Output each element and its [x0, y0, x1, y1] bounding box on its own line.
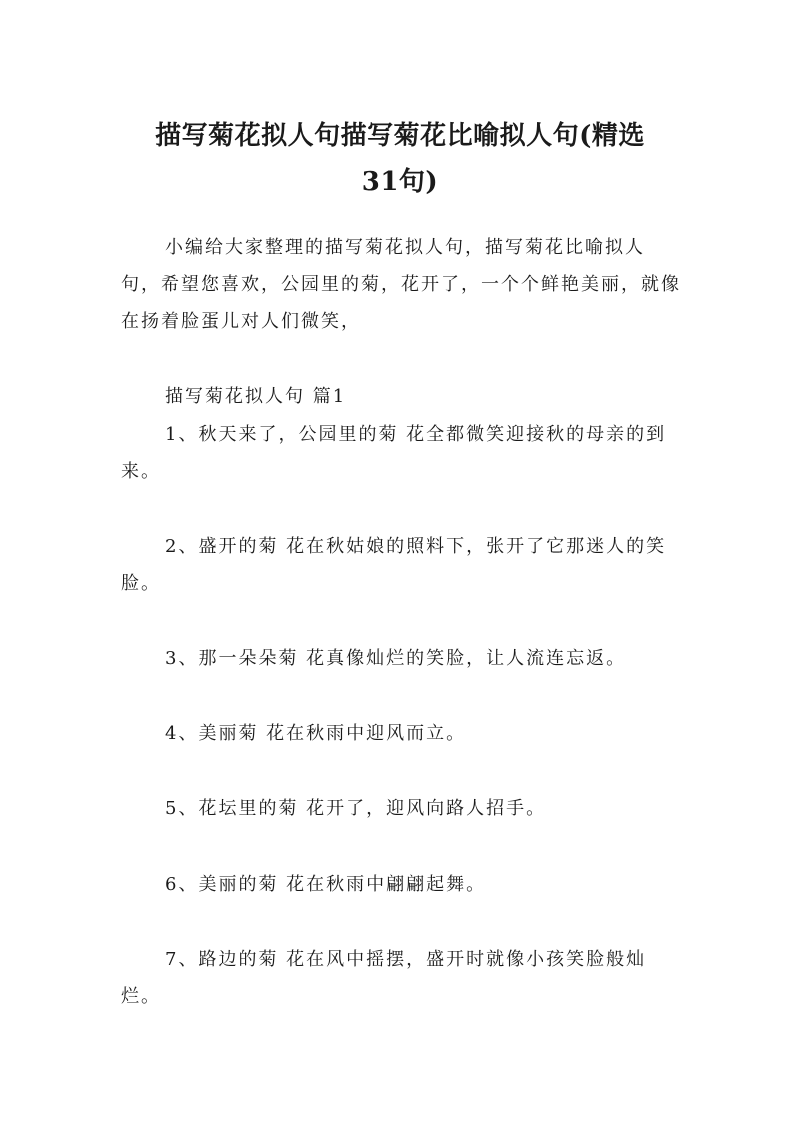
list-item: 4、美丽菊 花在秋雨中迎风而立。: [165, 723, 467, 744]
list-item: 7、路边的菊 花在风中摇摆，盛开时就像小孩笑脸般灿烂。: [121, 949, 647, 1007]
list-item: 5、花坛里的菊 花开了，迎风向路人招手。: [165, 798, 547, 819]
list-item: 2、盛开的菊 花在秋姑娘的照料下，张开了它那迷人的笑脸。: [121, 536, 667, 594]
intro-paragraph: 小编给大家整理的描写菊花拟人句，描写菊花比喻拟人句，希望您喜欢，公园里的菊，花开了，一个个鲜艳美丽，就像在扬着脸蛋儿对人们微笑，: [121, 237, 681, 332]
list-item: 1、秋天来了，公园里的菊 花全都微笑迎接秋的母亲的到来。: [121, 424, 667, 482]
page-title: [110, 113, 690, 205]
section-heading: 描写菊花拟人句 篇1: [165, 386, 347, 407]
list-item: 3、那一朵朵菊 花真像灿烂的笑脸，让人流连忘返。: [165, 648, 627, 669]
list-item: 6、美丽的菊 花在秋雨中翩翩起舞。: [165, 874, 487, 895]
title-line-1: 描写菊花拟人句描写菊花比喻拟人句(精选: [155, 121, 645, 152]
title-line-2: 31句): [361, 167, 439, 198]
